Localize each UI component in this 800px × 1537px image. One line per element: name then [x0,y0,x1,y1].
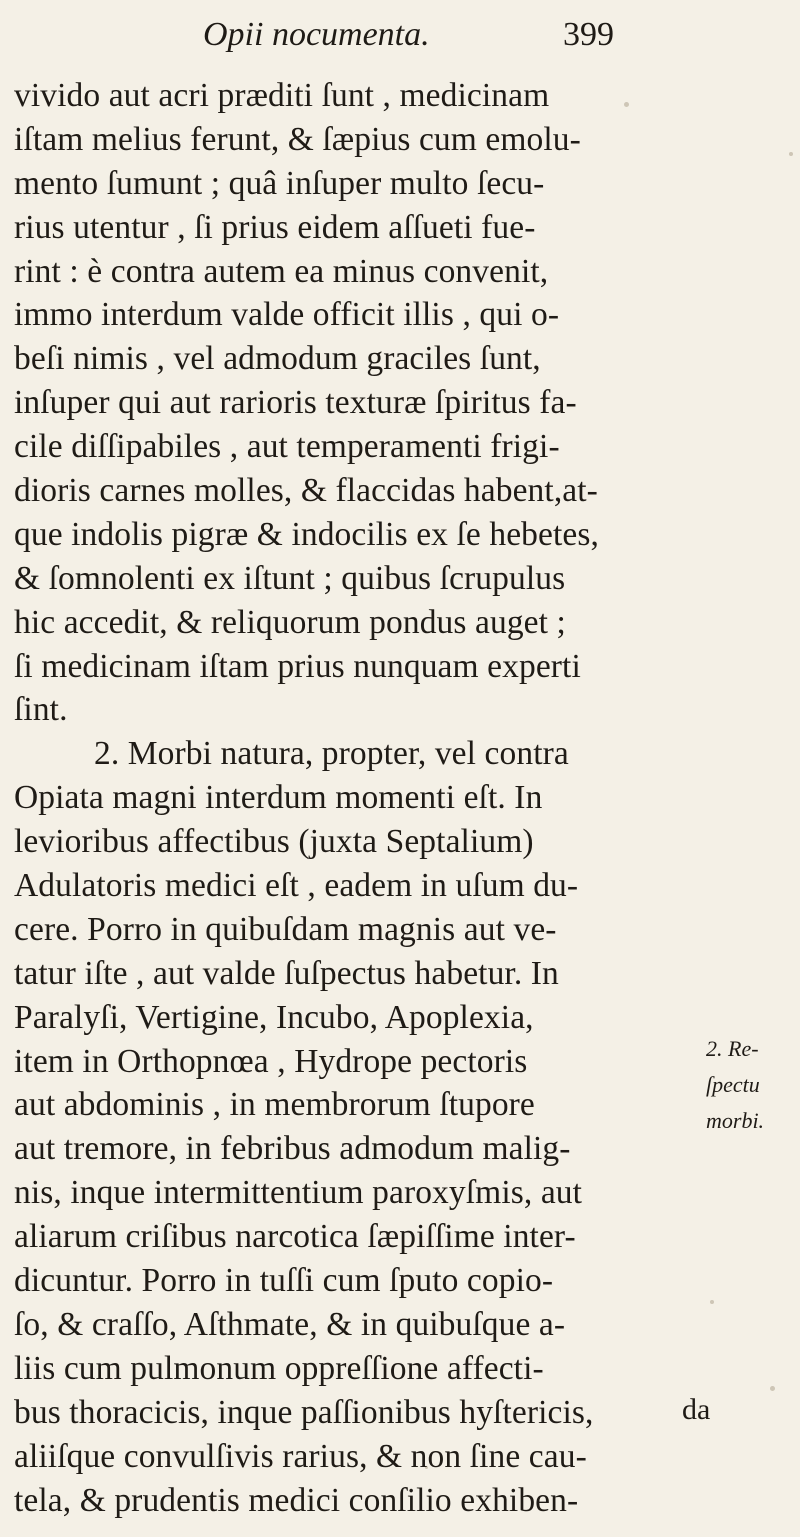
text-line: aut abdominis , in membrorum ſtupore [14,1086,535,1124]
text-line: dioris carnes molles, & flaccidas habent,at- [14,472,598,510]
page-number: 399 [563,16,614,53]
running-head: Opii nocumenta. [203,16,430,53]
body-text [14,74,726,1522]
margin-note [706,1031,798,1139]
margin-note-line: ſpectu [706,1072,760,1097]
text-line: hic accedit, & reliquorum pondus auget ; [14,603,566,641]
text-line: dicuntur. Porro in tuſſi cum ſputo copio- [14,1262,554,1300]
margin-note-line: 2. Re- [706,1036,759,1061]
text-line: liis cum pulmonum oppreſſione affecti- [14,1349,544,1387]
text-line: rint : è contra autem ea minus convenit, [14,252,549,290]
text-line: levioribus affectibus (juxta Septalium) [14,823,534,861]
catchword: da [682,1393,711,1426]
text-line: cile diſſipabiles , aut temperamenti frigi- [14,428,560,466]
text-line: aliiſque convulſivis rarius, & non ſine cau- [14,1437,587,1475]
text-line: Opiata magni interdum momenti eſt. In [14,779,543,817]
text-line: nis, inque intermittentium paroxyſmis, aut [14,1174,583,1212]
text-line: bus thoracicis, inque paſſionibus hyſtericis, [14,1393,594,1431]
text-line: immo interdum valde officit illis , qui o- [14,296,560,334]
text-line: ſo, & craſſo, Aſthmate, & in quibuſque a- [14,1305,566,1343]
paper-speck [770,1386,775,1391]
text-line: & ſomnolenti ex iſtunt ; quibus ſcrupulus [14,559,566,597]
paper-speck [624,102,629,107]
text-line: vivido aut acri præditi ſunt , medicinam [14,77,550,114]
text-line: Paralyſi, Vertigine, Incubo, Apoplexia, [14,998,534,1036]
text-line: mento ſumunt ; quâ inſuper multo ſecu- [14,164,545,202]
paper-speck [425,1466,428,1469]
text-line: inſuper qui aut rarioris texturæ ſpiritus fa- [14,384,577,422]
section-heading-line: 2. Morbi natura, propter, vel contra [94,735,569,773]
text-line: iſtam melius ferunt, & ſæpius cum emolu- [14,120,581,158]
text-line: que indolis pigræ & indocilis ex ſe hebetes, [14,515,599,553]
paper-speck [789,152,793,156]
text-line: beſi nimis , vel admodum graciles ſunt, [14,340,541,378]
text-line: ſint. [14,691,68,729]
text-line: cere. Porro in quibuſdam magnis aut ve- [14,910,557,948]
text-line: ſi medicinam iſtam prius nunquam experti [14,647,581,685]
text-line: item in Orthopnœa , Hydrope pectoris [14,1042,528,1080]
text-line: aliarum criſibus narcotica ſæpiſſime inter- [14,1218,576,1256]
text-line: tatur iſte , aut valde ſuſpectus habetur. In [14,954,559,992]
text-line: Adulatoris medici eſt , eadem in uſum du- [14,867,579,905]
text-line: tela, & prudentis medici conſilio exhiben- [14,1481,579,1519]
margin-note-line: morbi. [706,1108,765,1133]
page-header [0,8,800,58]
paper-speck [710,1300,714,1304]
text-line: rius utentur , ſi prius eidem aſſueti fue- [14,208,536,246]
text-line: aut tremore, in febribus admodum malig- [14,1130,571,1168]
